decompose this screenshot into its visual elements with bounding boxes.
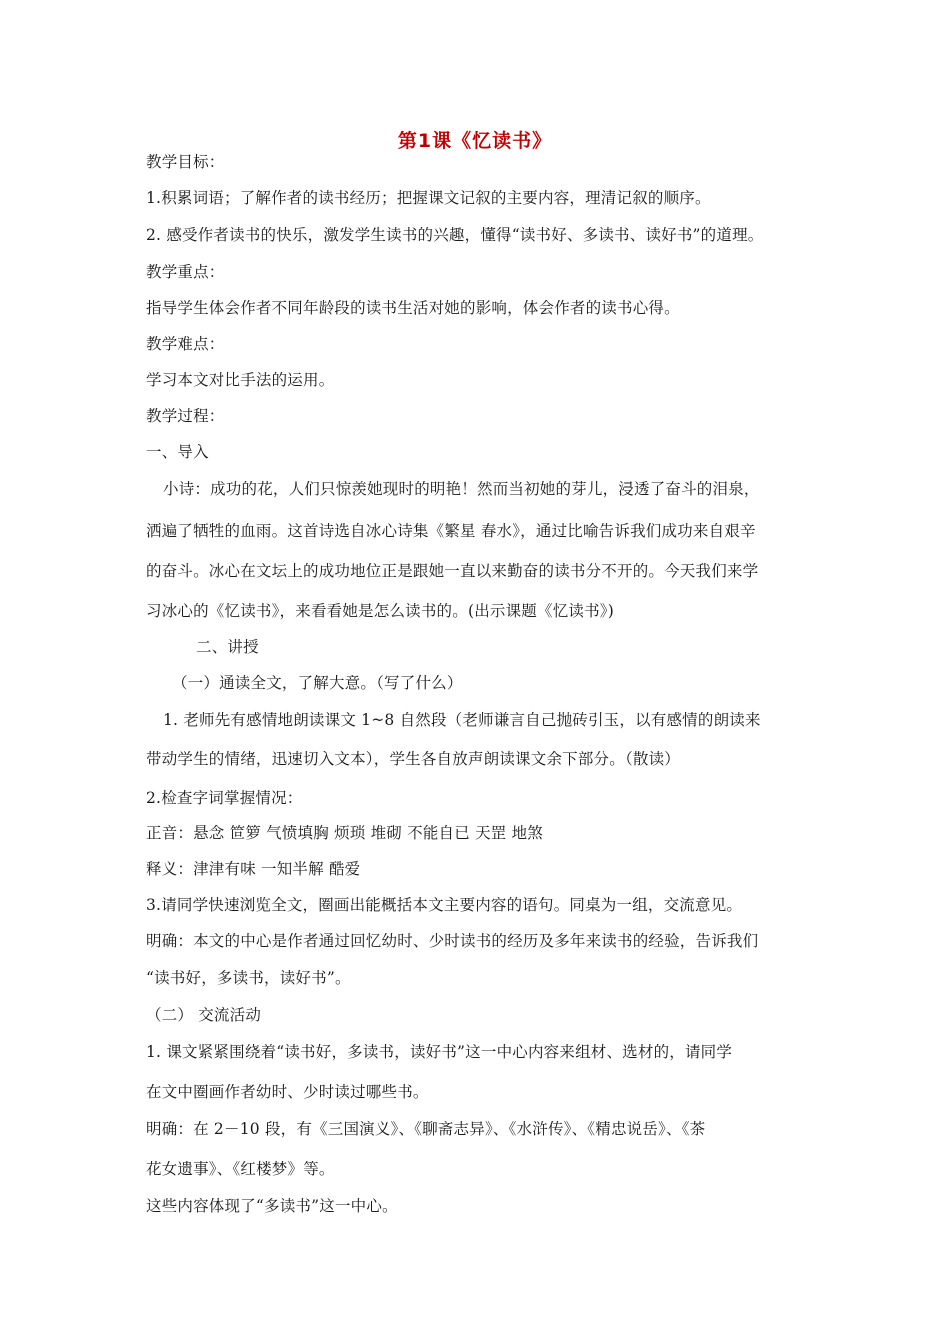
section-heading-difficulties: 教学难点： (146, 335, 225, 353)
paragraph-line: 带动学生的情绪，迅速切入文本），学生各自放声朗读课文余下部分。（散读） (146, 750, 681, 768)
section-heading-key-points: 教学重点： (146, 263, 225, 281)
paragraph-line: 明确：在 2－10 段，有《三国演义》、《聊斋志异》、《水浒传》、《精忠说岳》、《茶 (146, 1120, 706, 1138)
section-heading-process: 教学过程： (146, 407, 225, 425)
paragraph-line: 小诗：成功的花，人们只惊羡她现时的明艳！然而当初她的芽儿，浸透了奋斗的泪泉， (163, 480, 760, 498)
document-title: 第1课《忆读书》 (397, 130, 553, 152)
objective-2: 2. 感受作者读书的快乐，激发学生读书的兴趣，懂得“读书好、多读书、读好书”的道理。 (146, 226, 764, 244)
definition-list: 释义：津津有味 一知半解 酷爱 (146, 860, 361, 878)
paragraph-line: 2.检查字词掌握情况： (146, 789, 303, 807)
paragraph-line: 1. 课文紧紧围绕着“读书好，多读书，读好书”这一中心内容来组材、选材的，请同学 (146, 1043, 733, 1061)
objective-1: 1.积累词语；了解作者的读书经历；把握课文记叙的主要内容，理清记叙的顺序。 (146, 189, 711, 207)
paragraph-line: 在文中圈画作者幼时、少时读过哪些书。 (146, 1083, 429, 1101)
paragraph-line: 3.请同学快速浏览全文，圈画出能概括本文主要内容的语句。同桌为一组，交流意见。 (146, 896, 743, 914)
paragraph-line: 习冰心的《忆读书》，来看看她是怎么读书的。(出示课题《忆读书》) (146, 602, 614, 620)
section-heading-objectives: 教学目标： (146, 153, 225, 171)
pronunciation-list: 正音：悬念 笸箩 气愤填胸 烦琐 堆砌 不能自已 天罡 地煞 (146, 824, 543, 842)
step-teaching-heading: 二、讲授 (196, 638, 259, 656)
step-intro-heading: 一、导入 (146, 443, 209, 461)
paragraph-line: 1. 老师先有感情地朗读课文 1~8 自然段（老师谦言自己抛砖引玉，以有感情的朗读来 (163, 711, 761, 729)
key-point-text: 指导学生体会作者不同年龄段的读书生活对她的影响，体会作者的读书心得。 (146, 299, 680, 317)
paragraph-line: “读书好，多读书，读好书”。 (146, 969, 351, 987)
paragraph-line: 的奋斗。冰心在文坛上的成功地位正是跟她一直以来勤奋的读书分不开的。今天我们来学 (146, 562, 759, 580)
paragraph-line: 花女遗事》、《红楼梦》等。 (146, 1160, 335, 1178)
paragraph-line: 洒遍了牺牲的血雨。这首诗选自冰心诗集《繁星 春水》，通过比喻告诉我们成功来自艰辛 (146, 522, 756, 540)
difficulty-text: 学习本文对比手法的运用。 (146, 371, 335, 389)
subsection-heading-1: （一）通读全文，了解大意。（写了什么） (172, 674, 463, 692)
paragraph-line: 明确：本文的中心是作者通过回忆幼时、少时读书的经历及多年来读书的经验，告诉我们 (146, 932, 759, 950)
paragraph-line: 这些内容体现了“多读书”这一中心。 (146, 1197, 398, 1215)
subsection-heading-2: （二） 交流活动 (146, 1006, 262, 1024)
